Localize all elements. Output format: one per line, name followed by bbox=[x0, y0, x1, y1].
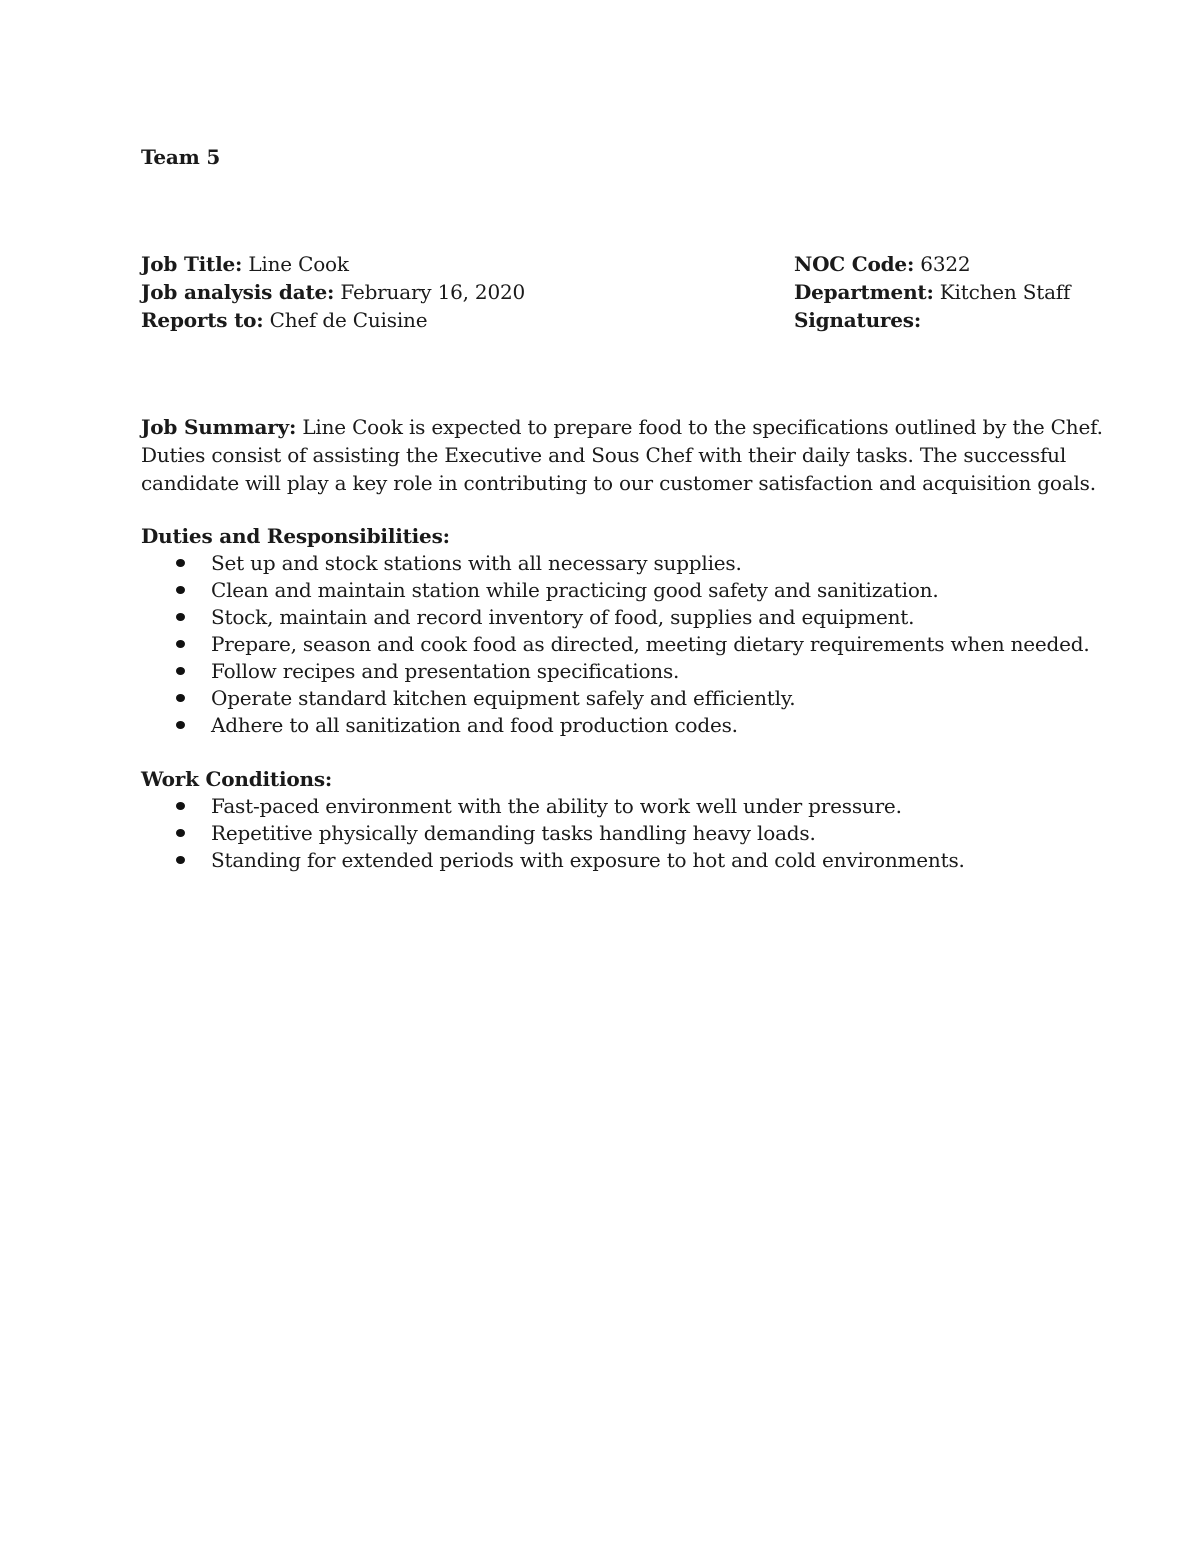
signatures-row bbox=[794, 306, 1070, 334]
job-title-label: Job Title: bbox=[141, 252, 243, 276]
duties-heading: Duties and Responsibilities: bbox=[141, 524, 450, 548]
bullet-icon bbox=[176, 667, 185, 675]
signatures-label: Signatures: bbox=[794, 308, 922, 332]
bullet-icon bbox=[176, 559, 185, 567]
list-item bbox=[141, 603, 1090, 630]
duties-list bbox=[141, 549, 1090, 738]
list-item bbox=[141, 846, 965, 873]
bullet-icon bbox=[176, 694, 185, 702]
list-item bbox=[141, 711, 1090, 738]
summary-line-2: Duties consist of assisting the Executive and Sous Chef with their daily tasks. The successful bbox=[141, 443, 1067, 467]
job-summary bbox=[141, 413, 1103, 497]
duty-text: Prepare, season and cook food as directed, meeting dietary requirements when needed. bbox=[211, 632, 1090, 656]
bullet-icon bbox=[176, 829, 185, 837]
duty-text: Operate standard kitchen equipment safely and efficiently. bbox=[211, 686, 796, 710]
duty-text: Set up and stock stations with all necessary supplies. bbox=[211, 551, 742, 575]
list-item bbox=[141, 630, 1090, 657]
department-label: Department: bbox=[794, 280, 934, 304]
list-item bbox=[141, 792, 965, 819]
list-item bbox=[141, 576, 1090, 603]
duty-text: Stock, maintain and record inventory of food, supplies and equipment. bbox=[211, 605, 915, 629]
job-analysis-date-row bbox=[141, 278, 525, 306]
bullet-icon bbox=[176, 856, 185, 864]
job-analysis-date-value: February 16, 2020 bbox=[334, 280, 526, 304]
list-item bbox=[141, 684, 1090, 711]
bullet-icon bbox=[176, 613, 185, 621]
list-item bbox=[141, 819, 965, 846]
job-title-row bbox=[141, 250, 525, 278]
duty-text: Follow recipes and presentation specifications. bbox=[211, 659, 680, 683]
summary-text-1: Line Cook is expected to prepare food to the specifications outlined by the Chef. bbox=[296, 415, 1103, 439]
department-row bbox=[794, 278, 1070, 306]
bullet-icon bbox=[176, 586, 185, 594]
condition-text: Repetitive physically demanding tasks handling heavy loads. bbox=[211, 821, 816, 845]
duty-text: Clean and maintain station while practicing good safety and sanitization. bbox=[211, 578, 939, 602]
noc-code-value: 6322 bbox=[914, 252, 971, 276]
job-analysis-date-label: Job analysis date: bbox=[141, 280, 335, 304]
reports-to-row bbox=[141, 306, 525, 334]
reports-to-label: Reports to: bbox=[141, 308, 264, 332]
bullet-icon bbox=[176, 721, 185, 729]
reports-to-value: Chef de Cuisine bbox=[263, 308, 428, 332]
noc-code-row bbox=[794, 250, 1070, 278]
department-value: Kitchen Staff bbox=[933, 280, 1071, 304]
team-label: Team 5 bbox=[141, 145, 221, 169]
job-meta-left bbox=[141, 250, 525, 334]
job-title-value: Line Cook bbox=[242, 252, 349, 276]
summary-line-3: candidate will play a key role in contributing to our customer satisfaction and acquisition goals. bbox=[141, 471, 1096, 495]
job-summary-label: Job Summary: bbox=[141, 415, 297, 439]
bullet-icon bbox=[176, 640, 185, 648]
work-conditions-heading: Work Conditions: bbox=[141, 767, 333, 791]
noc-code-label: NOC Code: bbox=[794, 252, 915, 276]
job-meta-right bbox=[794, 250, 1070, 334]
bullet-icon bbox=[176, 802, 185, 810]
condition-text: Standing for extended periods with exposure to hot and cold environments. bbox=[211, 848, 965, 872]
duty-text: Adhere to all sanitization and food production codes. bbox=[211, 713, 738, 737]
work-conditions-list bbox=[141, 792, 965, 873]
summary-line-1 bbox=[141, 413, 1103, 441]
condition-text: Fast-paced environment with the ability to work well under pressure. bbox=[211, 794, 902, 818]
list-item bbox=[141, 549, 1090, 576]
list-item bbox=[141, 657, 1090, 684]
